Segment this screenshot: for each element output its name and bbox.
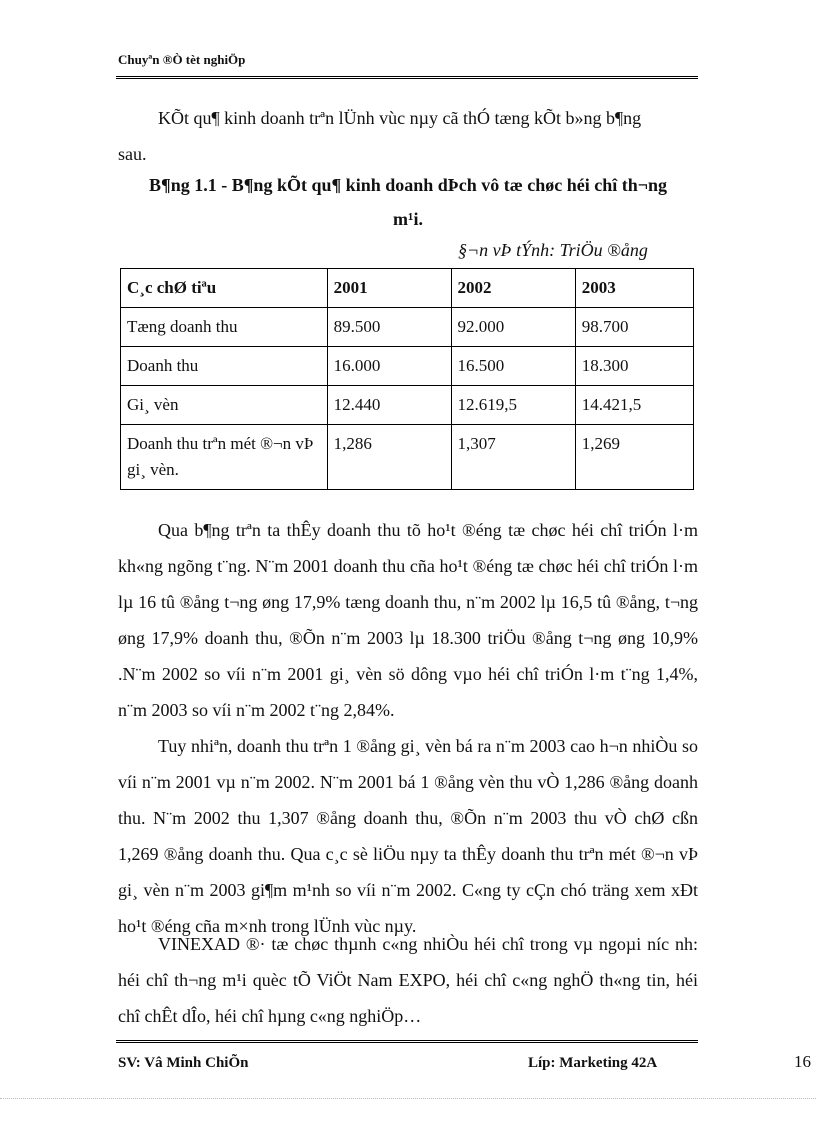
table-cell: 12.440 <box>327 386 451 425</box>
paragraph-text: Tuy nhiªn, doanh thu trªn 1 ®ång gi¸ vèn bá ra n¨m 2003 cao h¬n nhiÒu so víi n¨m 2001 vµ n¨m 2002. N¨m 2001 bá 1 ®ång vèn thu vÒ 1,286 ®ång doanh thu. N¨m 2002 thu 1,307 ®ång doanh thu, ®Õn n¨m 2003 thu vÒ chØ cßn 1,269 ®ång doanh thu. Qua c¸c sè liÖu nµy ta thÊy doanh thu trªn mét ®¬n vÞ gi¸ vèn n¨m 2003 gi¶m m¹nh so víi n¨m 2002. C«ng ty cÇn chó träng xem xÐt ho¹t ®éng cña m×nh trong lÜnh vùc nµy. <box>118 736 698 936</box>
running-header: Chuyªn ®Ò tèt nghiÖp <box>118 52 246 67</box>
table-cell: Tæng doanh thu <box>121 308 328 347</box>
header-cell: 2003 <box>575 269 693 308</box>
table-cell: 1,269 <box>575 425 693 490</box>
table-cell: 89.500 <box>327 308 451 347</box>
intro-line-2: sau. <box>118 144 147 164</box>
results-table <box>120 268 694 490</box>
unit-note: §¬n vÞ tÝnh: TriÖu ®ång <box>458 240 648 260</box>
table-cell: 98.700 <box>575 308 693 347</box>
table-caption-line-2: m¹i. <box>393 209 423 229</box>
footer-divider <box>116 1040 698 1043</box>
table-row <box>121 308 694 347</box>
table-cell: 1,286 <box>327 425 451 490</box>
paragraph-text: VINEXAD ®· tæ chøc thµnh c«ng nhiÒu héi chî trong vµ ngoµi níc nh: héi chî th¬ng m¹i quèc tÕ ViÖt Nam EXPO, héi chî c«ng nghÖ th«ng tin, héi chî chÊt dÎo, héi chî hµng c«ng nghiÖp… <box>118 934 698 1026</box>
table-cell: 12.619,5 <box>451 386 575 425</box>
footer-class: Líp: Marketing 42A <box>528 1055 658 1071</box>
page-bottom-dotted-line <box>0 1098 816 1099</box>
header-cell: 2001 <box>327 269 451 308</box>
table-row <box>121 347 694 386</box>
table-cell: Gi¸ vèn <box>121 386 328 425</box>
intro-line-1: KÕt qu¶ kinh doanh trªn lÜnh vùc nµy cã thÓ tæng kÕt b»ng b¶ng <box>158 108 642 128</box>
table-header-row <box>121 269 694 308</box>
table-cell: 1,307 <box>451 425 575 490</box>
body-paragraph-1 <box>118 512 698 728</box>
table-row <box>121 386 694 425</box>
header-divider <box>116 76 698 79</box>
body-paragraph-2 <box>118 728 698 944</box>
body-paragraph-3 <box>118 926 698 1034</box>
table-caption-line-1: B¶ng 1.1 - B¶ng kÕt qu¶ kinh doanh dÞch vô tæ chøc héi chî th¬ng <box>148 175 668 195</box>
header-cell: C¸c chØ tiªu <box>121 269 328 308</box>
table-cell: 18.300 <box>575 347 693 386</box>
table-cell: Doanh thu <box>121 347 328 386</box>
footer-student: SV: Vâ Minh ChiÕn <box>118 1055 249 1071</box>
table-cell: 16.500 <box>451 347 575 386</box>
page-number: 16 <box>794 1052 811 1071</box>
table-cell: 16.000 <box>327 347 451 386</box>
table-cell: 92.000 <box>451 308 575 347</box>
paragraph-text: Qua b¶ng trªn ta thÊy doanh thu tõ ho¹t ®éng tæ chøc héi chî triÓn l·m kh«ng ngõng t¨ng. N¨m 2001 doanh thu cña ho¹t ®éng tæ chøc héi chî triÓn l·m lµ 16 tû ®ång t¬ng øng 17,9% tæng doanh thu, n¨m 2002 lµ 16,5 tû ®ång, t¬ng øng 17,9% doanh thu, ®Õn n¨m 2003 lµ 18.300 triÖu ®ång t¬ng øng 10,9% .N¨m 2002 so víi n¨m 2001 gi¸ vèn sö dông vµo héi chî triÓn l·m t¨ng 1,4%, n¨m 2003 so víi n¨m 2002 t¨ng 2,84%. <box>118 520 698 720</box>
header-cell: 2002 <box>451 269 575 308</box>
table-cell: Doanh thu trªn mét ®¬n vÞ gi¸ vèn. <box>121 425 328 490</box>
table-cell: 14.421,5 <box>575 386 693 425</box>
table-row <box>121 425 694 490</box>
intro-paragraph <box>118 100 698 172</box>
